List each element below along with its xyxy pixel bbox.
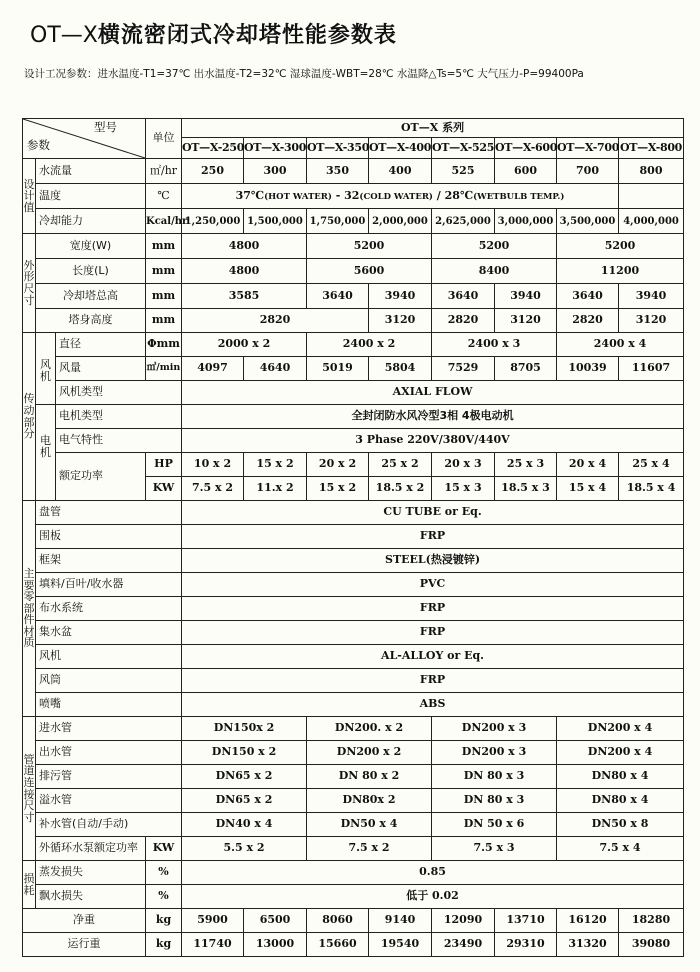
- cell: 4,000,000: [619, 209, 684, 234]
- cell: 10039: [557, 357, 619, 381]
- pipe-row: [23, 813, 684, 837]
- material-row: [23, 525, 684, 549]
- cell: 350: [307, 159, 369, 184]
- cell: 低于 0.02: [182, 885, 684, 909]
- group-dims: 外形尺寸: [23, 234, 36, 333]
- cell: 7.5 x 2: [307, 837, 432, 861]
- row-label: 盘管: [36, 501, 182, 525]
- model-header: OT—X-700: [557, 138, 619, 159]
- cell: 11607: [619, 357, 684, 381]
- group-fan: 风机: [36, 333, 56, 405]
- row-unit: Φmm: [146, 333, 182, 357]
- cell: 3940: [619, 284, 684, 309]
- row-label: 框架: [36, 549, 182, 573]
- row-label: 长度(L): [36, 259, 146, 284]
- fan-type-row: [23, 381, 684, 405]
- row-label: 布水系统: [36, 597, 182, 621]
- row-unit: %: [146, 885, 182, 909]
- cell: DN65 x 2: [182, 789, 307, 813]
- cell: 18.5 x 2: [369, 477, 432, 501]
- cell: 4640: [244, 357, 307, 381]
- cell: 3940: [369, 284, 432, 309]
- temp-wetbulb: / 28℃: [432, 188, 474, 202]
- group-piping: 管道连接尺寸: [23, 717, 36, 861]
- row-unit: mm: [146, 309, 182, 333]
- cell: DN65 x 2: [182, 765, 307, 789]
- cell: 4800: [182, 234, 307, 259]
- header-row: [23, 119, 684, 138]
- cell: DN200 x 3: [432, 741, 557, 765]
- cell: 3,500,000: [557, 209, 619, 234]
- group-motor: 电机: [36, 405, 56, 501]
- cell: 3585: [182, 284, 307, 309]
- pipe-row: [23, 789, 684, 813]
- cell: 7.5 x 4: [557, 837, 684, 861]
- row-label: 喷嘴: [36, 693, 182, 717]
- width-row: [23, 234, 684, 259]
- temp-value: [182, 184, 619, 209]
- title-main: 横流密闭式冷却塔性能参数表: [97, 23, 397, 48]
- model-header: OT—X-400: [369, 138, 432, 159]
- cell: 19540: [369, 933, 432, 957]
- temp-hot-note: (HOT WATER): [264, 191, 332, 202]
- row-label: 净重: [23, 909, 146, 933]
- group-materials: 主要零部件材质: [23, 501, 36, 717]
- cell: DN50 x 4: [307, 813, 432, 837]
- cell: DN 80 x 3: [432, 765, 557, 789]
- row-unit: HP: [146, 453, 182, 477]
- cell: 600: [495, 159, 557, 184]
- operating-weight-row: [23, 933, 684, 957]
- row-label: 风机: [36, 645, 182, 669]
- airflow-row: [23, 357, 684, 381]
- cell: 全封闭防水风冷型3相 4极电动机: [182, 405, 684, 429]
- row-label: 溢水管: [36, 789, 182, 813]
- cell: 3640: [307, 284, 369, 309]
- cell: 0.85: [182, 861, 684, 885]
- row-label: 水流量: [36, 159, 146, 184]
- evap-row: [23, 861, 684, 885]
- row-label: 飘水损失: [36, 885, 146, 909]
- material-row: [23, 573, 684, 597]
- cell: DN200. x 2: [307, 717, 432, 741]
- cell: 3940: [495, 284, 557, 309]
- row-label: 进水管: [36, 717, 182, 741]
- cell: 25 x 4: [619, 453, 684, 477]
- cell: 16120: [557, 909, 619, 933]
- cell: 250: [182, 159, 244, 184]
- cell: 4800: [182, 259, 307, 284]
- row-unit: mm: [146, 259, 182, 284]
- cell: FRP: [182, 525, 684, 549]
- row-label: 排污管: [36, 765, 182, 789]
- row-label: 蒸发损失: [36, 861, 146, 885]
- row-label: 集水盆: [36, 621, 182, 645]
- page-title: [30, 18, 397, 49]
- cell: 2820: [182, 309, 369, 333]
- material-row: [23, 621, 684, 645]
- cell: DN150x 2: [182, 717, 307, 741]
- cell: DN80x 2: [307, 789, 432, 813]
- cell: 700: [557, 159, 619, 184]
- cell: 15 x 4: [557, 477, 619, 501]
- cell: 15660: [307, 933, 369, 957]
- row-label: 直径: [56, 333, 146, 357]
- cell: ABS: [182, 693, 684, 717]
- cell: DN 80 x 2: [307, 765, 432, 789]
- cell: 3 Phase 220V/380V/440V: [182, 429, 684, 453]
- cell: DN200 x 4: [557, 717, 684, 741]
- row-unit: ㎡/hr: [146, 159, 182, 184]
- cell: PVC: [182, 573, 684, 597]
- cell: CU TUBE or Eq.: [182, 501, 684, 525]
- cell: 5019: [307, 357, 369, 381]
- temp-cold: - 32: [331, 188, 360, 202]
- temp-row: [23, 184, 684, 209]
- cell: 3,000,000: [495, 209, 557, 234]
- cell: DN150 x 2: [182, 741, 307, 765]
- cell: DN50 x 8: [557, 813, 684, 837]
- cell: 2820: [557, 309, 619, 333]
- cell: 8400: [432, 259, 557, 284]
- cell: 23490: [432, 933, 495, 957]
- design-conditions: 设计工况参数：进水温度-T1=37℃ 出水温度-T2=32℃ 湿球温度-WBT=28℃ 水温降△Ts=5℃ 大气压力-P=99400Pa: [24, 68, 584, 80]
- row-label: 填料/百叶/收水器: [36, 573, 182, 597]
- cell: 5.5 x 2: [182, 837, 307, 861]
- row-label: 出水管: [36, 741, 182, 765]
- electrical-row: [23, 429, 684, 453]
- cell: 2000 x 2: [182, 333, 307, 357]
- cell: 15 x 2: [244, 453, 307, 477]
- material-row: [23, 501, 684, 525]
- cell: 25 x 3: [495, 453, 557, 477]
- cell: 29310: [495, 933, 557, 957]
- cell: 3120: [619, 309, 684, 333]
- row-unit: KW: [146, 477, 182, 501]
- drift-row: [23, 885, 684, 909]
- cell: 11740: [182, 933, 244, 957]
- row-label: 电机类型: [56, 405, 182, 429]
- height-row: [23, 284, 684, 309]
- model-header: OT—X-250: [182, 138, 244, 159]
- cell: 400: [369, 159, 432, 184]
- row-unit: KW: [146, 837, 182, 861]
- temp-cold-note: (COLD WATER): [359, 191, 433, 202]
- cell: DN 80 x 3: [432, 789, 557, 813]
- row-unit: kg: [146, 909, 182, 933]
- cell: 2400 x 3: [432, 333, 557, 357]
- row-unit: kg: [146, 933, 182, 957]
- cell: 39080: [619, 933, 684, 957]
- row-unit: %: [146, 861, 182, 885]
- cell: 8705: [495, 357, 557, 381]
- row-label: 风机类型: [56, 381, 182, 405]
- group-design: 设计值: [23, 159, 36, 234]
- pipe-row: [23, 741, 684, 765]
- cell: 5600: [307, 259, 432, 284]
- diameter-row: [23, 333, 684, 357]
- cell: 2,625,000: [432, 209, 495, 234]
- cell: 15 x 2: [307, 477, 369, 501]
- cell: 9140: [369, 909, 432, 933]
- row-label: 电气特性: [56, 429, 182, 453]
- cell: 2820: [432, 309, 495, 333]
- cell: 525: [432, 159, 495, 184]
- spec-table: [22, 118, 684, 957]
- row-unit: Kcal/hr: [146, 209, 182, 234]
- model-header: OT—X-350: [307, 138, 369, 159]
- row-unit: ㎡/min: [146, 357, 182, 381]
- row-label: 补水管(自动/手动): [36, 813, 182, 837]
- cell: AXIAL FLOW: [182, 381, 684, 405]
- model-label: 型号: [94, 120, 118, 134]
- cell: 2400 x 2: [307, 333, 432, 357]
- row-label: 宽度(W): [36, 234, 146, 259]
- flow-row: [23, 159, 684, 184]
- cell: 2400 x 4: [557, 333, 684, 357]
- title-prefix: OT—X: [30, 23, 98, 48]
- cell: 800: [619, 159, 684, 184]
- hp-row: [23, 453, 684, 477]
- cell: FRP: [182, 621, 684, 645]
- row-unit: mm: [146, 284, 182, 309]
- row-label: 冷却能力: [36, 209, 146, 234]
- row-label: 风筒: [36, 669, 182, 693]
- cell: 18280: [619, 909, 684, 933]
- row-label: 塔身高度: [36, 309, 146, 333]
- cell: DN200 x 3: [432, 717, 557, 741]
- row-label: 冷却塔总高: [36, 284, 146, 309]
- empty-cell: [619, 184, 684, 209]
- cell: 31320: [557, 933, 619, 957]
- cell: DN40 x 4: [182, 813, 307, 837]
- row-label: 运行重: [23, 933, 146, 957]
- row-label: 温度: [36, 184, 146, 209]
- material-row: [23, 597, 684, 621]
- param-label: 参数: [27, 138, 50, 153]
- cell: FRP: [182, 597, 684, 621]
- cell: DN80 x 4: [557, 789, 684, 813]
- material-row: [23, 669, 684, 693]
- cell: 13000: [244, 933, 307, 957]
- material-row: [23, 549, 684, 573]
- row-label: 额定功率: [56, 453, 146, 501]
- group-loss: 损耗: [23, 861, 36, 909]
- cell: DN 50 x 6: [432, 813, 557, 837]
- cell: 1,750,000: [307, 209, 369, 234]
- cell: 3640: [557, 284, 619, 309]
- temp-hot: 37℃: [235, 188, 265, 202]
- pipe-row: [23, 765, 684, 789]
- row-unit: ℃: [146, 184, 182, 209]
- pipe-row: [23, 717, 684, 741]
- cell: 7529: [432, 357, 495, 381]
- pump-row: [23, 837, 684, 861]
- cell: DN200 x 2: [307, 741, 432, 765]
- cell: STEEL(热浸镀锌): [182, 549, 684, 573]
- capacity-row: [23, 209, 684, 234]
- cell: 5200: [557, 234, 684, 259]
- cell: FRP: [182, 669, 684, 693]
- cell: 2,000,000: [369, 209, 432, 234]
- cell: DN200 x 4: [557, 741, 684, 765]
- cell: 1,500,000: [244, 209, 307, 234]
- cell: 8060: [307, 909, 369, 933]
- material-row: [23, 693, 684, 717]
- temp-wetbulb-note: (WETBULB TEMP.): [473, 191, 565, 202]
- cell: 5804: [369, 357, 432, 381]
- cell: 20 x 3: [432, 453, 495, 477]
- cell: 10 x 2: [182, 453, 244, 477]
- cell: 11200: [557, 259, 684, 284]
- group-drive: 传动部分: [23, 333, 36, 501]
- cell: 7.5 x 3: [432, 837, 557, 861]
- model-header: OT—X-525: [432, 138, 495, 159]
- cell: 1,250,000: [182, 209, 244, 234]
- unit-header: 单位: [146, 119, 182, 159]
- cell: 5200: [307, 234, 432, 259]
- cell: 300: [244, 159, 307, 184]
- cell: AL-ALLOY or Eq.: [182, 645, 684, 669]
- series-header: OT—X 系列: [182, 119, 684, 138]
- cell: 5200: [432, 234, 557, 259]
- cell: 13710: [495, 909, 557, 933]
- row-unit: mm: [146, 234, 182, 259]
- cell: 3120: [369, 309, 432, 333]
- cell: 20 x 2: [307, 453, 369, 477]
- cell: 11.x 2: [244, 477, 307, 501]
- length-row: [23, 259, 684, 284]
- cell: 4097: [182, 357, 244, 381]
- cell: 18.5 x 4: [619, 477, 684, 501]
- row-label: 风量: [56, 357, 146, 381]
- cell: 5900: [182, 909, 244, 933]
- cell: 3120: [495, 309, 557, 333]
- cell: 15 x 3: [432, 477, 495, 501]
- cell: 12090: [432, 909, 495, 933]
- cell: 20 x 4: [557, 453, 619, 477]
- cell: 7.5 x 2: [182, 477, 244, 501]
- cell: DN80 x 4: [557, 765, 684, 789]
- cell: 6500: [244, 909, 307, 933]
- model-header: OT—X-800: [619, 138, 684, 159]
- net-weight-row: [23, 909, 684, 933]
- cell: 18.5 x 3: [495, 477, 557, 501]
- header-diagonal-cell: [23, 119, 146, 159]
- row-label: 围板: [36, 525, 182, 549]
- row-label: 外循环水泵额定功率: [36, 837, 146, 861]
- model-header: OT—X-600: [495, 138, 557, 159]
- body-height-row: [23, 309, 684, 333]
- cell: 3640: [432, 284, 495, 309]
- material-row: [23, 645, 684, 669]
- cell: 25 x 2: [369, 453, 432, 477]
- motor-type-row: [23, 405, 684, 429]
- model-header: OT—X-300: [244, 138, 307, 159]
